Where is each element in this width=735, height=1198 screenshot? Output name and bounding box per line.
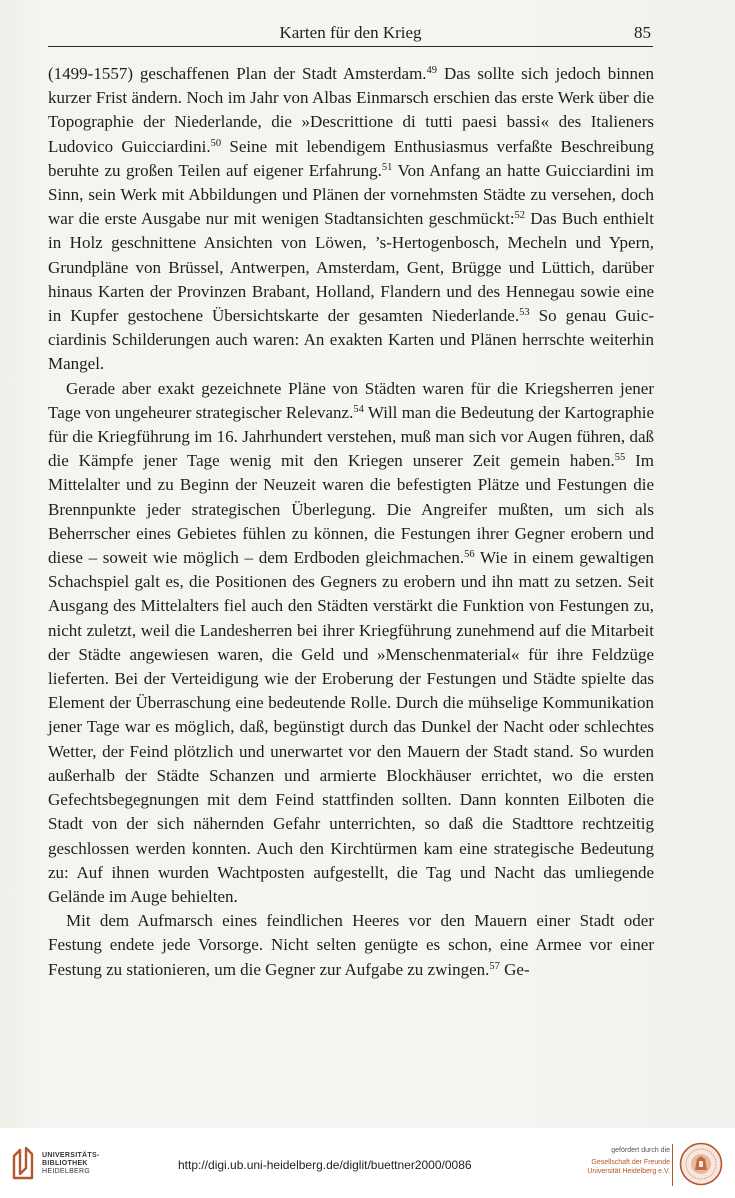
footnote-marker: 50 — [210, 137, 222, 149]
running-header — [48, 22, 653, 47]
text-run: So genau Guicciardinis Schilderungen auch waren: An exakten Karten und Plänen herrschte weiterhin Mangel. — [48, 306, 655, 374]
library-name — [42, 1152, 100, 1176]
body-text — [48, 62, 654, 982]
text-run: Mit dem Aufmarsch eines feindlichen Heeres vor den Mauern einer Stadt oder Festung endete jede Vorsorge. Nicht selten genügte es schon, eine Armee vor einer Festung zu stationieren, um die Gegner zur Aufgabe zu zwingen. — [48, 911, 654, 979]
library-name-line-3: HEIDELBERG — [42, 1168, 91, 1175]
digitization-footer — [0, 1128, 735, 1198]
library-name-line-2: BIBLIOTHEK — [42, 1160, 88, 1167]
text-run: Von Anfang an hatte Guicciardini im Sinn, sein Werk mit Abbildungen und Plänen der vornehmsten Städte zu versehen, doch war die erste Ausgabe nur mit wenigen Stadtansichten geschmückt: — [48, 160, 654, 229]
footnote-marker: 51 — [381, 161, 393, 173]
library-name-line-1: UNIVERSITÄTS- — [42, 1152, 100, 1159]
paragraph — [48, 909, 654, 982]
page-number: 85 — [634, 23, 651, 42]
footnote-marker: 55 — [614, 452, 626, 464]
sponsor-divider — [672, 1144, 673, 1186]
source-url-link[interactable]: http://digi.ub.uni-heidelberg.de/diglit/buettner2000/0086 — [178, 1158, 472, 1172]
paragraph — [48, 62, 654, 377]
running-title: Karten für den Krieg — [279, 23, 422, 42]
text-run: Ge- — [499, 959, 530, 979]
sponsor-intro: gefördert durch die — [611, 1147, 670, 1154]
text-run: Das sollte sich jedoch binnen kurzer Frist ändern. Noch im Jahr von Albas Einmarsch erschien das erste Werk über die Topographie der Niederlande, die »Descrittione di tutti paesi bassi« des Italieners Ludovico Guicciardini. — [48, 64, 654, 156]
footnote-marker: 56 — [464, 549, 475, 561]
text-run: Gerade aber exakt gezeichnete Pläne von Städten waren für die Kriegsherren jener Tage von ungeheurer strategischer Relevanz. — [48, 378, 654, 422]
text-run: Seine mit lebendigem Enthusiasmus verfaßte Beschreibung beruhte zu großen Teilen auf eigener Erfahrung. — [48, 136, 654, 180]
footnote-marker: 53 — [519, 307, 530, 319]
footnote-marker: 49 — [426, 65, 438, 76]
ub-heidelberg-logo-icon — [8, 1146, 38, 1180]
university-seal-icon — [679, 1142, 723, 1186]
text-run: Will man die Bedeutung der Kartographie für die Kriegführung im 16. Jahrhundert verstehen, muß man sich vor Augen führen, daß die Kämpfe jener Tage wenig mit den Kriegen unserer Zeit gemein haben. — [48, 402, 654, 471]
text-run: Im Mittelalter und zu Beginn der Neuzeit waren die befestigten Plätze und Festungen die Brennpunkte jeder strategischen Überlegung. Die Angreifer mußten, um sich als Beherrscher eines Gebietes fühlen zu können, die Festungen ihrer Gegner erobern und diese – soweit wie möglich – dem Erdboden gleichmachen. — [48, 451, 654, 568]
sponsor-name-line-1: Gesellschaft der Freunde — [591, 1159, 670, 1166]
sponsor-name-line-2: Universität Heidelberg e.V. — [587, 1168, 670, 1175]
paragraph — [48, 377, 654, 909]
sponsor-credit — [560, 1146, 670, 1176]
text-run: Wie in einem gewaltigen Schachspiel galt es, die Positionen des Gegners zu erobern und ihn matt zu setzen. Seit Ausgang des Mittelalters fiel auch den Städten verstärkt die Funktion von Festungen zu, nicht zuletzt, weil die Landesherren bei ihrer Kriegführung zunehmend auf die Mitarbeit der Städte angewiesen waren, die Geld und »Menschenmaterial« für ihre Feldzüge lieferten. Bei der Verteidigung wie der Eroberung der Festungen und Städte spielte das Element der Überraschung eine bedeutende Rolle. Durch die mühselige Kommunikation jener Tage war es möglich, daß, begünstigt durch das Dunkel der Nacht oder schlechtes Wetter, der Feind plötzlich und unerwartet vor den Mauern der Stadt stand. So wurden außerhalb der Städte Schanzen und armierte Blockhäuser errichtet, wo die ersten Gefechtsbegegnungen mit dem Feind stattfinden sollten. Dann konnten Eilboten die Stadt von der sich nähernden Gefahr unterrichten, so daß die Stadttore rechtzeitig geschlossen werden konnten. Auch den Kirchtürmen kam eine strategische Bedeutung zu: Auf ihnen wurden Wachtposten aufgestellt, die Tag und Nacht das umliegende Gelände im Auge behielten. — [48, 548, 654, 906]
text-run: (1499-1557) geschaffenen Plan der Stadt Amsterdam. — [48, 64, 427, 83]
footnote-marker: 57 — [489, 960, 500, 972]
text-run: Das Buch enthielt in Holz geschnittene Ansichten von Löwen, ’s-Hertogenbosch, Mecheln und Ypern, Grundpläne von Brüssel, Antwerpen, Amsterdam, Gent, Brügge und Lüttich, darüber hinaus Karten der Provinzen Brabant, Holland, Flandern und des Hennegau sowie eine in Kupfer gestochene Übersichtskarte der gesamten Niederlande. — [48, 209, 654, 326]
footnote-marker: 52 — [514, 210, 526, 222]
footnote-marker: 54 — [353, 403, 364, 415]
